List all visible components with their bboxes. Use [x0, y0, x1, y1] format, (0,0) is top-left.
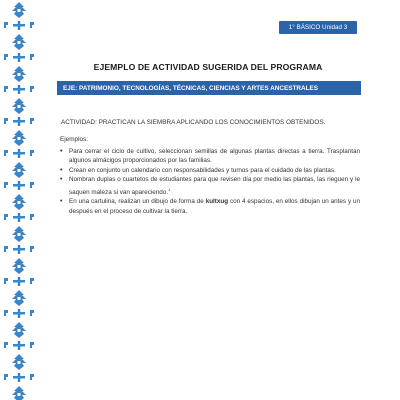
examples-list — [60, 147, 360, 216]
list-item — [60, 197, 360, 216]
border-diamond-core — [18, 201, 21, 204]
example-text: En una cartulina, realizan un dibujo de forma de — [69, 198, 206, 206]
border-step — [4, 342, 8, 348]
border-step — [4, 150, 8, 156]
axis-label: EJE: PATRIMONIO, TECNOLOGÍAS, TÉCNICAS, CIENCIAS Y ARTES ANCESTRALES — [63, 84, 319, 92]
border-diamond-core — [18, 361, 21, 364]
border-diamond-core — [18, 9, 21, 12]
border-bar — [18, 309, 21, 318]
border-step — [30, 182, 34, 188]
list-item — [60, 147, 360, 166]
example-bold-term: kultxug — [205, 198, 229, 206]
footnote-mark: 1 — [168, 186, 171, 192]
border-diamond-core — [18, 393, 21, 396]
border-bar — [18, 85, 21, 94]
border-step — [30, 214, 34, 220]
border-bar — [18, 21, 21, 30]
border-pattern — [0, 0, 38, 400]
border-bar — [18, 53, 21, 62]
example-text: con 4 espacios, en ellos dibujan un antes y un después en el proceso de cultivar la tierra. — [69, 198, 360, 215]
page-title: EJEMPLO DE ACTIVIDAD SUGERIDA DEL PROGRAMA — [93, 62, 323, 72]
mapuche-pattern-border-icon — [0, 0, 38, 400]
border-diamond-core — [18, 329, 21, 332]
list-item — [60, 175, 360, 197]
unit-badge-label: 1° BÁSICO Unidad 3 — [288, 24, 348, 31]
examples-label: Ejemplos: — [60, 136, 89, 143]
border-step — [4, 22, 8, 28]
border-diamond-core — [18, 297, 21, 300]
border-step — [4, 310, 8, 316]
border-bar — [18, 213, 21, 222]
border-step — [4, 246, 8, 252]
border-diamond-core — [18, 137, 21, 140]
border-bar — [18, 277, 21, 286]
border-step — [30, 22, 34, 28]
border-step — [4, 214, 8, 220]
border-bar — [18, 373, 21, 382]
border-step — [30, 342, 34, 348]
border-step — [4, 86, 8, 92]
border-diamond-core — [18, 233, 21, 236]
border-step — [30, 54, 34, 60]
border-step — [30, 150, 34, 156]
border-bar — [18, 117, 21, 126]
axis-header — [57, 81, 361, 95]
border-step — [4, 278, 8, 284]
activity-heading: ACTIVIDAD: PRACTICAN LA SIEMBRA APLICANDO LOS CONOCIMIENTOS OBTENIDOS. — [61, 119, 326, 126]
list-item — [60, 166, 360, 175]
border-step — [30, 118, 34, 124]
border-step — [4, 118, 8, 124]
border-diamond-core — [18, 41, 21, 44]
border-diamond-core — [18, 73, 21, 76]
border-bar — [18, 181, 21, 190]
border-step — [30, 246, 34, 252]
example-text: Nombran duplas o cuartetos de estudiantes para que revisen día por medio las plantas, las rieguen y le saquen maleza si van apareciendo. — [69, 176, 360, 196]
border-diamond-core — [18, 169, 21, 172]
example-text: Crean en conjunto un calendario con responsabilidades y turnos para el cuidado de las plantas. — [69, 166, 336, 174]
border-diamond-core — [18, 105, 21, 108]
border-step — [4, 182, 8, 188]
border-bar — [18, 341, 21, 350]
border-step — [30, 310, 34, 316]
border-bar — [18, 245, 21, 254]
border-step — [4, 54, 8, 60]
example-text: Para cerrar el ciclo de cultivo, seleccionan semillas de algunas plantas directas a tierra. Trasplantan algunos almácigos proporcionados por las familias. — [69, 148, 360, 165]
border-step — [30, 278, 34, 284]
border-step — [30, 374, 34, 380]
border-diamond-core — [18, 265, 21, 268]
unit-badge — [279, 21, 357, 34]
border-bar — [18, 149, 21, 158]
border-step — [30, 86, 34, 92]
border-step — [4, 374, 8, 380]
